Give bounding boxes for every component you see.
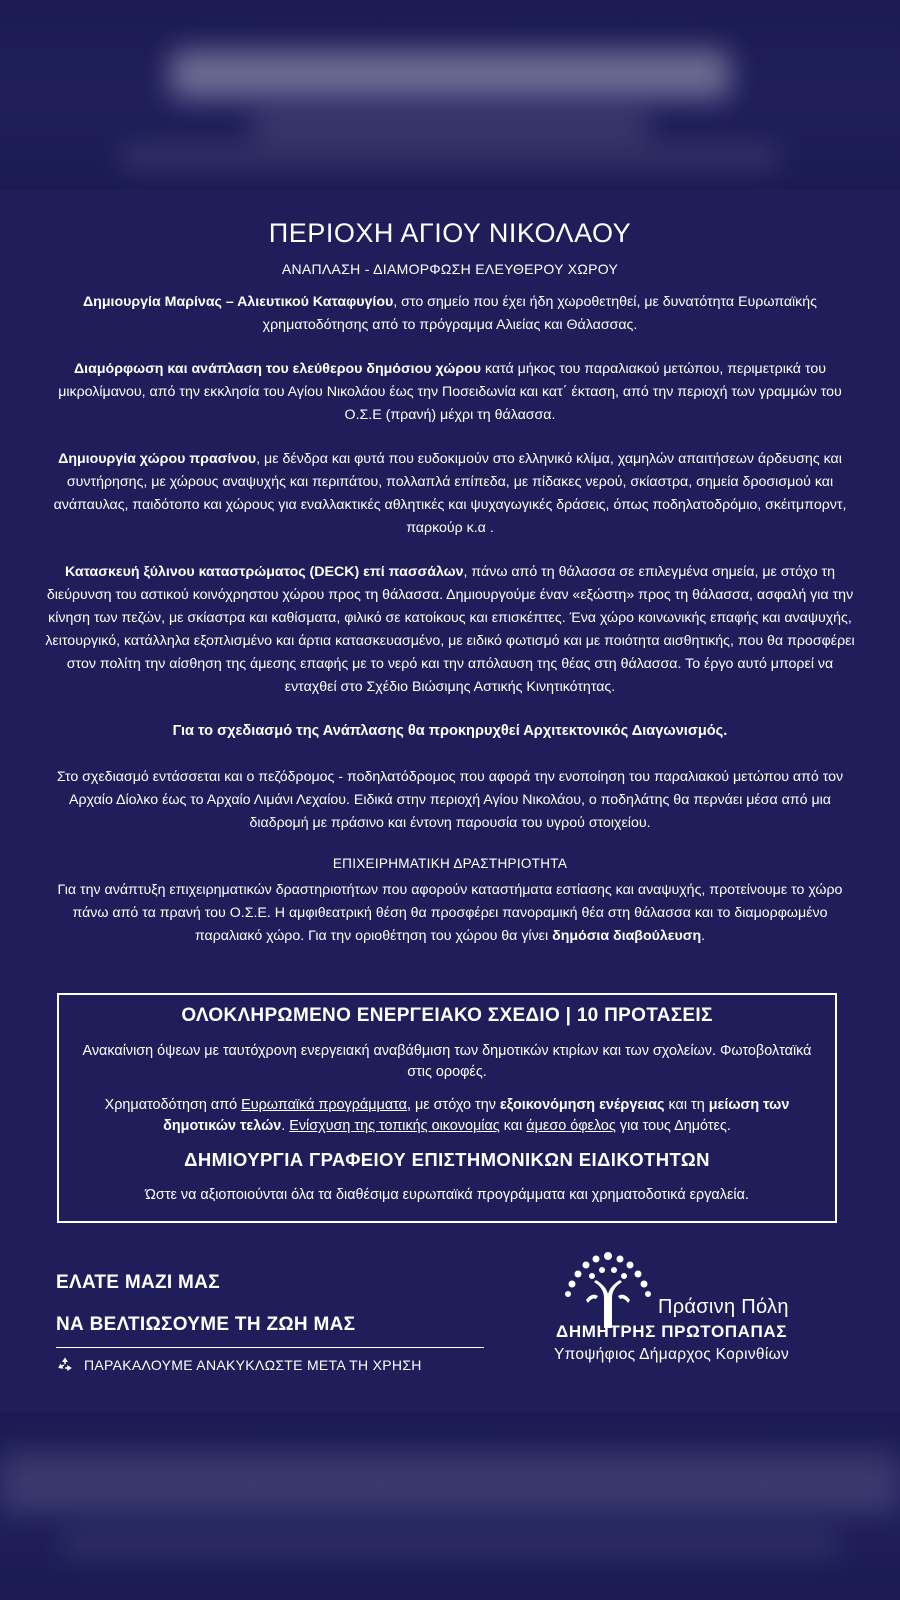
underlined-text: άμεσο όφελος <box>526 1118 616 1134</box>
paragraph-bold: Δημιουργία χώρου πρασίνου <box>58 451 257 467</box>
recycle-notice <box>56 1356 422 1374</box>
section-heading-business: ΕΠΙΧΕΙΡΗΜΑΤΙΚΗ ΔΡΑΣΤΗΡΙΟΤΗΤΑ <box>332 856 568 871</box>
paragraph-text: , με δένδρα και φυτά που ευδοκιμούν στο ελληνικό κλίμα, χαμηλών απαιτήσεων άρδευσης και συντήρησης, με χώρους αναψυχής και περιπάτου, πολλαπλά επίπεδα, με πίδακες νερού, σκίαστρα, σημεία δροσισμού και ανάπαυλας, παιδότοπο και χώρους για εναλλακτικές αθλητικές και ψυχαγωγικές δράσεις, όπως ποδηλατοδρόμιο, σκέιτμπορντ, παρκούρ κ.α . <box>53 451 847 536</box>
box-text: , με στόχο την <box>406 1097 500 1113</box>
paragraph-public-space <box>40 358 860 427</box>
box-title: ΟΛΟΚΛΗΡΩΜΕΝΟ ΕΝΕΡΓΕΙΑΚΟ ΣΧΕΔΙΟ | 10 ΠΡΟΤΑΣΕΙΣ <box>181 1005 713 1026</box>
candidate-role: Υποψήφιος Δήμαρχος Κορινθίων <box>554 1346 790 1363</box>
paragraph-bold: Δημιουργία Μαρίνας – Αλιευτικού Καταφυγίου <box>82 294 394 310</box>
footer-divider <box>56 1347 484 1348</box>
underlined-text: Ενίσχυση της τοπικής οικονομίας <box>289 1118 500 1134</box>
box-paragraph-funding <box>73 1095 821 1137</box>
page-title: ΠΕΡΙΟΧΗ ΑΓΙΟΥ ΝΙΚΟΛΑΟΥ <box>268 218 632 248</box>
box-bold: εξοικονόμηση ενέργειας <box>499 1097 665 1113</box>
page-subtitle: ΑΝΑΠΛΑΣΗ - ΔΙΑΜΟΡΦΩΣΗ ΕΛΕΥΘΕΡΟΥ ΧΩΡΟΥ <box>281 261 619 277</box>
paragraph-bold: δημόσια διαβούλευση <box>552 928 702 944</box>
paragraph-marina <box>40 291 860 337</box>
box-text: για τους Δημότες. <box>615 1118 731 1134</box>
paragraph-text: κατά μήκος του παραλιακού μετώπου, περιμετρικά του μικρολίμανου, από την εκκλησία του Αγίου Νικολάου έως την Ποσειδωνία και κατ΄ έκταση, από την περιοχή των γραμμών του Ο.Σ.Ε (πρανή) μέχρι τη θάλασσα. <box>58 361 842 423</box>
candidate-name: ΔΗΜΗΤΡΗΣ ΠΡΩΤΟΠΑΠΑΣ <box>556 1322 788 1341</box>
box-paragraph-office: Ώστε να αξιοποιούνται όλα τα διαθέσιμα ευρωπαϊκά προγράμματα και χρηματοδοτικά εργαλεία. <box>145 1187 749 1203</box>
paragraph-text: , στο σημείο που έχει ήδη χωροθετηθεί, με δυνατότητα Ευρωπαϊκής χρηματοδότησης από το πρόγραμμα Αλιείας και Θάλασσας. <box>262 294 817 333</box>
blurred-footer <box>0 1412 900 1600</box>
box-text: Χρηματοδότηση από <box>104 1097 242 1113</box>
box-paragraph-renovation: Ανακαίνιση όψεων με ταυτόχρονη ενεργειακή αναβάθμιση των δημοτικών κτιρίων και των σχολείων. Φωτοβολταϊκά στις οροφές. <box>82 1043 812 1080</box>
paragraph-business <box>40 879 860 948</box>
paragraph-bold: Διαμόρφωση και ανάπλαση του ελεύθερου δημόσιου χώρου <box>73 361 482 377</box>
underlined-text: Ευρωπαϊκά προγράμματα <box>241 1097 407 1113</box>
paragraph-green-space <box>40 448 860 540</box>
paragraph-text: . <box>701 928 706 944</box>
paragraph-deck <box>40 561 860 699</box>
recycle-icon <box>56 1356 74 1374</box>
paragraph-bold: Κατασκευή ξύλινου καταστρώματος (DECK) επί πασσάλων <box>64 564 464 580</box>
paragraph-competition: Για το σχεδιασμό της Ανάπλασης θα προκηρυχθεί Αρχιτεκτονικός Διαγωνισμός. <box>172 723 728 739</box>
box-text: και <box>499 1118 527 1134</box>
slogan-line-1: ΕΛΑΤΕ ΜΑΖΙ ΜΑΣ <box>56 1272 220 1293</box>
recycle-text: ΠΑΡΑΚΑΛΟΥΜΕ ΑΝΑΚΥΚΛΩΣΤΕ ΜΕΤΑ ΤΗ ΧΡΗΣΗ <box>84 1357 422 1373</box>
document-body <box>40 190 860 1412</box>
box-bold: μείωση των δημοτικών τελών <box>163 1097 790 1134</box>
paragraph-pedestrian: Στο σχεδιασμό εντάσσεται και ο πεζόδρομος - ποδηλατόδρομος που αφορά την ενοποίηση του παραλιακού μετώπου από τον Αρχαίο Δίολκο έως το Αρχαίο Λιμάνι Λεχαίου. Ειδικά στην περιοχή Αγίου Νικολάου, ο ποδηλάτης θα περνάει μέσα από μια διαδρομή με πράσινο και έντονη παρουσία του υγρού στοιχείου. <box>56 769 844 831</box>
blurred-header <box>0 0 900 190</box>
box-heading-office: ΔΗΜΙΟΥΡΓΙΑ ΓΡΑΦΕΙΟΥ ΕΠΙΣΤΗΜΟΝΙΚΩΝ ΕΙΔΙΚΟΤΗΤΩΝ <box>184 1149 710 1170</box>
paragraph-text: Για την ανάπτυξη επιχειρηματικών δραστηριοτήτων που αφορούν καταστήματα εστίασης και αναψυχής, προτείνουμε το χώρο πάνω από τα πρανή του Ο.Σ.Ε. Η αμφιθεατρική θέση θα προσφέρει πανοραμική θέα στη θάλασσα και το διαμορφωμένο παραλιακό χώρο. Για την οριοθέτηση του χώρου θα γίνει <box>57 882 843 944</box>
energy-plan-box <box>57 993 837 1223</box>
paragraph-text: , πάνω από τη θάλασσα σε επιλεγμένα σημεία, με στόχο τη διεύρυνση του αστικού κοινόχρηστου χώρου προς τη θάλασσα. Δημιουργούμε έναν «εξώστη» προς τη θάλασσα, ασφαλή για την κίνηση των πεζών, με σκίαστρα και καθίσματα, φιλικό σε κατοίκους και επισκέπτες. Ένα χώρο κοινωνικής επαφής και αναψυχής, λειτουργικό, κατάλληλα εξοπλισμένο και άρτια κατασκευασμένο, με ειδικό φωτισμό και με ποιότητα αισθητικής, που θα προσφέρει στον πολίτη την αίσθηση της άμεσης επαφής με το νερό και την απόλαυση της θέας στη θάλασσα. Το έργο αυτό μπορεί να ενταχθεί στο Σχέδιο Βιώσιμης Αστικής Κινητικότητας. <box>45 564 855 695</box>
brand-name: Πράσινη Πόλη <box>658 1296 789 1318</box>
box-text: . <box>281 1118 290 1134</box>
tree-people-icon <box>548 1248 668 1330</box>
box-text: και τη <box>664 1097 709 1113</box>
slogan-line-2: ΝΑ ΒΕΛΤΙΩΣΟΥΜΕ ΤΗ ΖΩΗ ΜΑΣ <box>56 1314 356 1335</box>
